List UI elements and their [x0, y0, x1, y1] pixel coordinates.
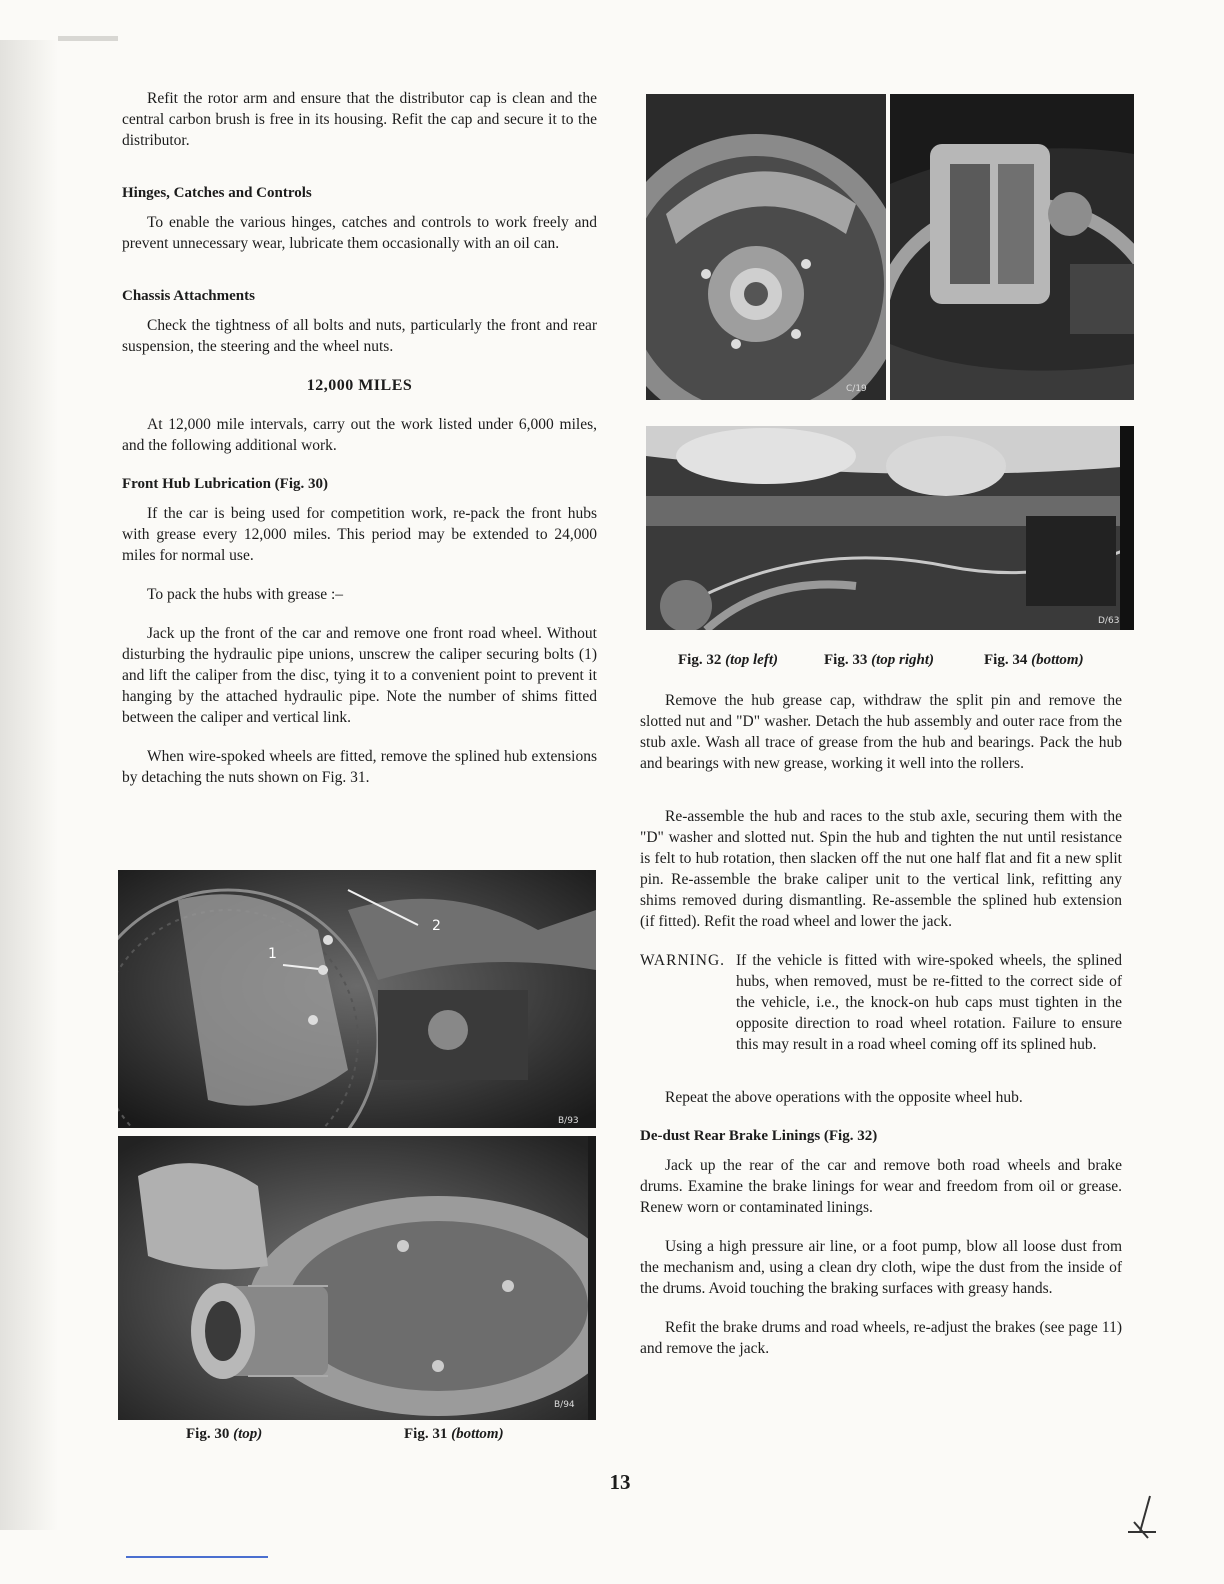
- paragraph-hinges: To enable the various hinges, catches and controls to work freely and prevent unnecessary wear, lubricate them occasionally with an oil can.: [122, 214, 597, 252]
- paragraph-chassis: Check the tightness of all bolts and nuts, particularly the front and rear suspension, the steering and the wheel nuts.: [122, 317, 597, 355]
- fig-34-plate-number: D/63: [1098, 616, 1120, 626]
- caption-fig-34-label: Fig. 34: [984, 652, 1028, 668]
- caption-fig-30-position: (top): [233, 1426, 263, 1442]
- fig-31-illustration: [118, 1136, 596, 1420]
- warning-text: If the vehicle is fitted with wire-spoked wheels, the splined hubs, when removed, must be re-fitted to the correct side of the vehicle, i.e., the knock-on hub caps must tighten in the opposite direction to road wheel rotation. Failure to ensure this may result in a road wheel coming off its splined hub.: [736, 952, 1122, 1053]
- corner-scribble-icon: [1120, 1492, 1160, 1540]
- fig-30-plate-number: B/93: [558, 1116, 579, 1126]
- caption-fig-33-label: Fig. 33: [824, 652, 868, 668]
- caption-fig-33: [824, 652, 934, 669]
- paragraph-wire-spoked: When wire-spoked wheels are fitted, remove the splined hub extensions by detaching the nuts shown on Fig. 31.: [122, 748, 597, 786]
- warning-label: WARNING.: [640, 952, 726, 969]
- fig-30-photo: [118, 870, 596, 1128]
- heading-dedust: De-dust Rear Brake Linings (Fig. 32): [640, 1128, 878, 1144]
- paragraph-refit-drums: Refit the brake drums and road wheels, re-adjust the brakes (see page 11) and remove the jack.: [640, 1319, 1122, 1357]
- fig-32-plate-number: C/19: [846, 384, 867, 394]
- caption-fig-32-position: (top left): [725, 652, 778, 668]
- heading-front-hub: Front Hub Lubrication (Fig. 30): [122, 476, 328, 492]
- fig-30-callout-1: 1: [268, 946, 277, 962]
- caption-fig-31: [404, 1426, 504, 1443]
- caption-fig-34: [984, 652, 1084, 669]
- paragraph-reassemble: Re-assemble the hub and races to the stub axle, securing them with the "D" washer and slotted nut. Spin the hub and tighten the nut until resistance is felt to hub rotation, then slacken off the nut one half flat and fit a new split pin. Re-assemble the brake caliper unit to the vertical link, refitting any shims removed during dismantling. Re-assemble the splined hub extension (if fitted). Refit the road wheel and lower the jack.: [640, 808, 1122, 930]
- fig-31-photo: [118, 1136, 596, 1420]
- bottom-rule: [126, 1556, 268, 1558]
- right-column: [640, 690, 1122, 1359]
- left-column: [122, 88, 597, 788]
- heading-chassis: Chassis Attachments: [122, 288, 255, 304]
- scan-shadow-left: [0, 40, 58, 1530]
- section-title-12000-miles: 12,000 MILES: [306, 377, 413, 394]
- fig-34-photo: [646, 426, 1134, 630]
- caption-fig-30: [186, 1426, 262, 1443]
- paragraph-jack-up: Jack up the front of the car and remove one front road wheel. Without disturbing the hydraulic pipe unions, unscrew the caliper securing bolts (1) and lift the caliper from the disc, tying it to a convenient point to prevent it hanging by the attached hydraulic pipe. Note the number of shims fitted between the caliper and vertical link.: [122, 625, 597, 726]
- paragraph-remove-hub: Remove the hub grease cap, withdraw the split pin and remove the slotted nut and "D" washer. Detach the hub assembly and outer race from the stub axle. Wash all trace of grease from the hub and bearings. Pack the hub and bearings with new grease, working it well into the rollers.: [640, 692, 1122, 772]
- caption-fig-33-position: (top right): [871, 652, 935, 668]
- heading-hinges: Hinges, Catches and Controls: [122, 185, 312, 201]
- paragraph-dedust: Jack up the rear of the car and remove both road wheels and brake drums. Examine the brake linings for wear and freedom from oil or grease. Renew worn or contaminated linings.: [640, 1157, 1122, 1216]
- fig-32-photo: [646, 94, 886, 400]
- warning-block: [640, 950, 1122, 1055]
- fig-34-illustration: [646, 426, 1134, 630]
- paragraph-interval: At 12,000 mile intervals, carry out the work listed under 6,000 miles, and the following additional work.: [122, 416, 597, 454]
- paragraph-pressure: Using a high pressure air line, or a foot pump, blow all loose dust from the mechanism and, using a clean dry cloth, wipe the dust from the inside of the drums. Avoid touching the braking surfaces with greasy hands.: [640, 1238, 1122, 1297]
- fig-33-photo: [890, 94, 1134, 400]
- caption-fig-30-label: Fig. 30: [186, 1426, 230, 1442]
- caption-fig-31-label: Fig. 31: [404, 1426, 448, 1442]
- caption-fig-32-label: Fig. 32: [678, 652, 722, 668]
- caption-fig-34-position: (bottom): [1031, 652, 1084, 668]
- fig-31-plate-number: B/94: [554, 1400, 575, 1410]
- paragraph-competition: If the car is being used for competition work, re-pack the front hubs with grease every 12,000 miles. This period may be extended to 24,000 miles for normal use.: [122, 505, 597, 564]
- fig-32-illustration: [646, 94, 886, 400]
- paragraph-to-pack: To pack the hubs with grease :–: [147, 586, 344, 603]
- caption-fig-32: [678, 652, 778, 669]
- paragraph-refit-rotor: Refit the rotor arm and ensure that the distributor cap is clean and the central carbon brush is free in its housing. Refit the cap and secure it to the distributor.: [122, 90, 597, 149]
- caption-fig-31-position: (bottom): [451, 1426, 504, 1442]
- fig-33-illustration: [890, 94, 1134, 400]
- page-number: 13: [609, 1470, 631, 1494]
- fig-30-illustration: [118, 870, 596, 1128]
- fig-30-callout-2: 2: [432, 918, 441, 934]
- paragraph-repeat: Repeat the above operations with the opposite wheel hub.: [665, 1089, 1023, 1106]
- scan-shadow-top: [58, 36, 118, 41]
